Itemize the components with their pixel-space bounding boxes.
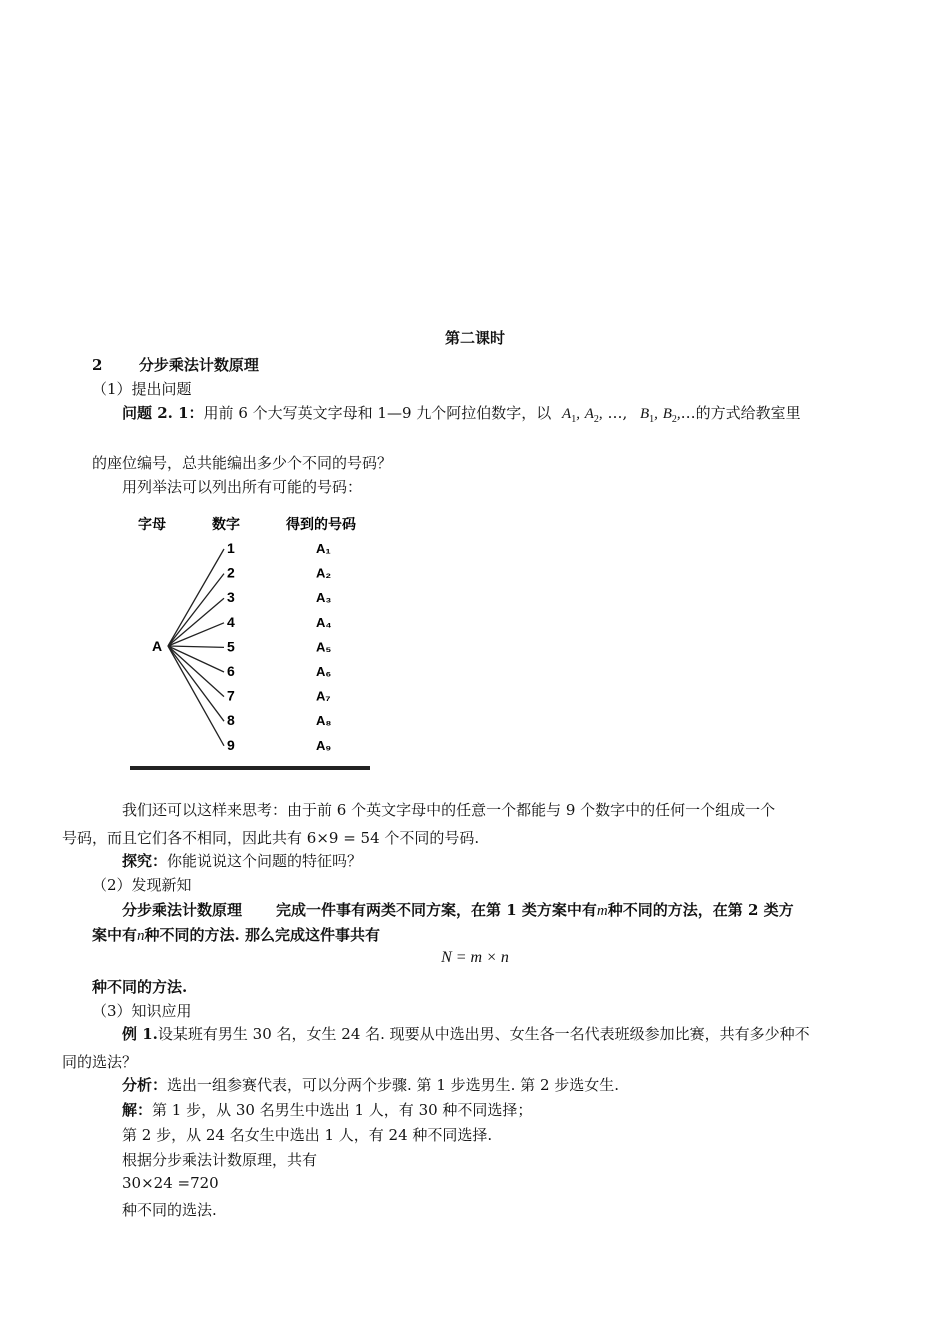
branch-line-8 bbox=[168, 646, 224, 721]
explore-text: 你能说说这个问题的特征吗？ bbox=[167, 852, 363, 870]
principle-line-1 bbox=[122, 899, 794, 920]
branch-line-1 bbox=[168, 549, 224, 646]
branch-line-7 bbox=[168, 646, 224, 697]
digit-label-6: 6 bbox=[227, 663, 235, 679]
digit-label-4: 4 bbox=[227, 613, 235, 630]
principle-text-1: 完成一件事有两类不同方案，在第 1 类方案中有 bbox=[276, 901, 597, 919]
example-label: 例 1. bbox=[122, 1025, 158, 1043]
example-paragraph bbox=[62, 1020, 862, 1076]
header-letter: 字母 bbox=[138, 516, 166, 532]
digit-label-9: 9 bbox=[227, 736, 235, 753]
code-label-7: A₇ bbox=[316, 688, 331, 704]
header-digit: 数字 bbox=[212, 516, 240, 532]
digit-label-5: 5 bbox=[227, 638, 235, 655]
explore-label: 探究： bbox=[122, 852, 168, 870]
root-letter: A bbox=[152, 638, 163, 654]
ellipsis-2: … bbox=[680, 404, 696, 422]
part-2-heading: （2）发现新知 bbox=[92, 876, 192, 894]
principle-formula: N = m × n bbox=[441, 949, 509, 966]
code-label-2: A₂ bbox=[316, 565, 332, 581]
digit-label-1: 1 bbox=[227, 540, 235, 556]
section-number: 2 bbox=[92, 356, 103, 374]
problem-text-a: 用前 6 个大写英文字母和 1—9 九个阿拉伯数字，以 bbox=[203, 404, 552, 422]
var-n: n bbox=[137, 928, 145, 944]
branch-line-6 bbox=[168, 646, 224, 672]
calculation-line: 30×24 =720 bbox=[122, 1174, 219, 1192]
conclusion-line: 根据分步乘法计数原理，共有 bbox=[122, 1151, 318, 1169]
example-line-2: 同的选法？ bbox=[62, 1053, 138, 1071]
step-1-text: 第 1 步，从 30 名男生中选出 1 人，有 30 种不同选择； bbox=[152, 1101, 533, 1119]
math-a2: $A_2$, bbox=[584, 406, 603, 425]
think-line-1: 我们还可以这样来思考：由于前 6 个英文字母中的任意一个都能与 9 个数字中的任何一个组成一个 bbox=[122, 801, 776, 819]
think-line-2: 号码，而且它们各不相同，因此共有 6×9 = 54 个不同的号码. bbox=[62, 829, 480, 847]
explore-line bbox=[122, 850, 362, 871]
code-label-5: A₅ bbox=[316, 639, 332, 655]
analysis-line bbox=[122, 1074, 619, 1095]
problem-line-1: 问题 2. 1：用前 6 个大写英文字母和 1—9 九个阿拉伯数字，以 $A_1$, $A_2$, …, $B_1$, $B_2,\dots$的方式给教室里 bbox=[122, 404, 801, 425]
header-code: 得到的号码 bbox=[286, 516, 356, 532]
solution-step-1 bbox=[122, 1099, 532, 1120]
digit-label-8: 8 bbox=[227, 712, 235, 729]
code-label-3: A₃ bbox=[316, 590, 332, 606]
page-title: 第二课时 bbox=[444, 329, 505, 347]
branch-line-5 bbox=[168, 646, 224, 647]
baseline-rule bbox=[130, 766, 370, 770]
branch-line-3 bbox=[168, 598, 224, 646]
code-label-6: A₆ bbox=[316, 664, 332, 679]
example-line-1: 设某班有男生 30 名，女生 24 名. 现要从中选出男、女生各一名代表班级参加比赛，共有多少种不 bbox=[157, 1025, 810, 1043]
part-3-heading: （3）知识应用 bbox=[92, 1002, 192, 1020]
code-label-1: A₁ bbox=[316, 541, 331, 556]
solution-step-2: 第 2 步，从 24 名女生中选出 1 人，有 24 种不同选择. bbox=[122, 1126, 493, 1144]
tree-diagram bbox=[126, 510, 376, 772]
math-b1: $B_1$, bbox=[640, 406, 658, 425]
list-intro: 用列举法可以列出所有可能的号码： bbox=[122, 478, 363, 496]
think-paragraph bbox=[62, 796, 862, 852]
principle-text-2: 种不同的方法，在第 2 类方 bbox=[607, 901, 794, 919]
code-label-9: A₉ bbox=[316, 737, 332, 753]
problem-line-2: 的座位编号，总共能编出多少个不同的号码？ bbox=[92, 454, 393, 472]
code-label-4: A₄ bbox=[316, 614, 332, 630]
problem-text-b: 的方式给教室里 bbox=[695, 404, 801, 422]
analysis-text: 选出一组参赛代表，可以分两个步骤. 第 1 步选男生. 第 2 步选女生. bbox=[167, 1076, 620, 1094]
code-label-8: A₈ bbox=[316, 713, 332, 729]
branches bbox=[168, 540, 332, 753]
solution-label: 解： bbox=[122, 1101, 153, 1119]
part-1-heading: （1）提出问题 bbox=[92, 380, 192, 398]
section-heading bbox=[92, 354, 259, 375]
principle-line-2 bbox=[92, 924, 380, 945]
problem-label: 问题 2. 1： bbox=[122, 404, 204, 422]
ellipsis-1: … bbox=[607, 404, 623, 422]
var-m: m bbox=[596, 903, 608, 919]
math-b2: $B_2$, bbox=[662, 406, 681, 425]
principle-tail: 种不同的方法. bbox=[92, 978, 188, 996]
branch-line-9 bbox=[168, 646, 224, 746]
principle-label: 分步乘法计数原理 bbox=[122, 901, 243, 919]
digit-label-3: 3 bbox=[227, 589, 235, 606]
digit-label-2: 2 bbox=[227, 564, 235, 581]
math-a1: $A_1$, bbox=[562, 406, 580, 425]
analysis-label: 分析： bbox=[122, 1076, 168, 1094]
digit-label-7: 7 bbox=[227, 687, 235, 704]
result-line: 种不同的选法. bbox=[122, 1201, 217, 1219]
principle-text-4: 种不同的方法. 那么完成这件事共有 bbox=[144, 926, 380, 944]
principle-text-3: 案中有 bbox=[92, 926, 138, 944]
section-name: 分步乘法计数原理 bbox=[138, 356, 259, 374]
branch-line-2 bbox=[168, 574, 224, 646]
